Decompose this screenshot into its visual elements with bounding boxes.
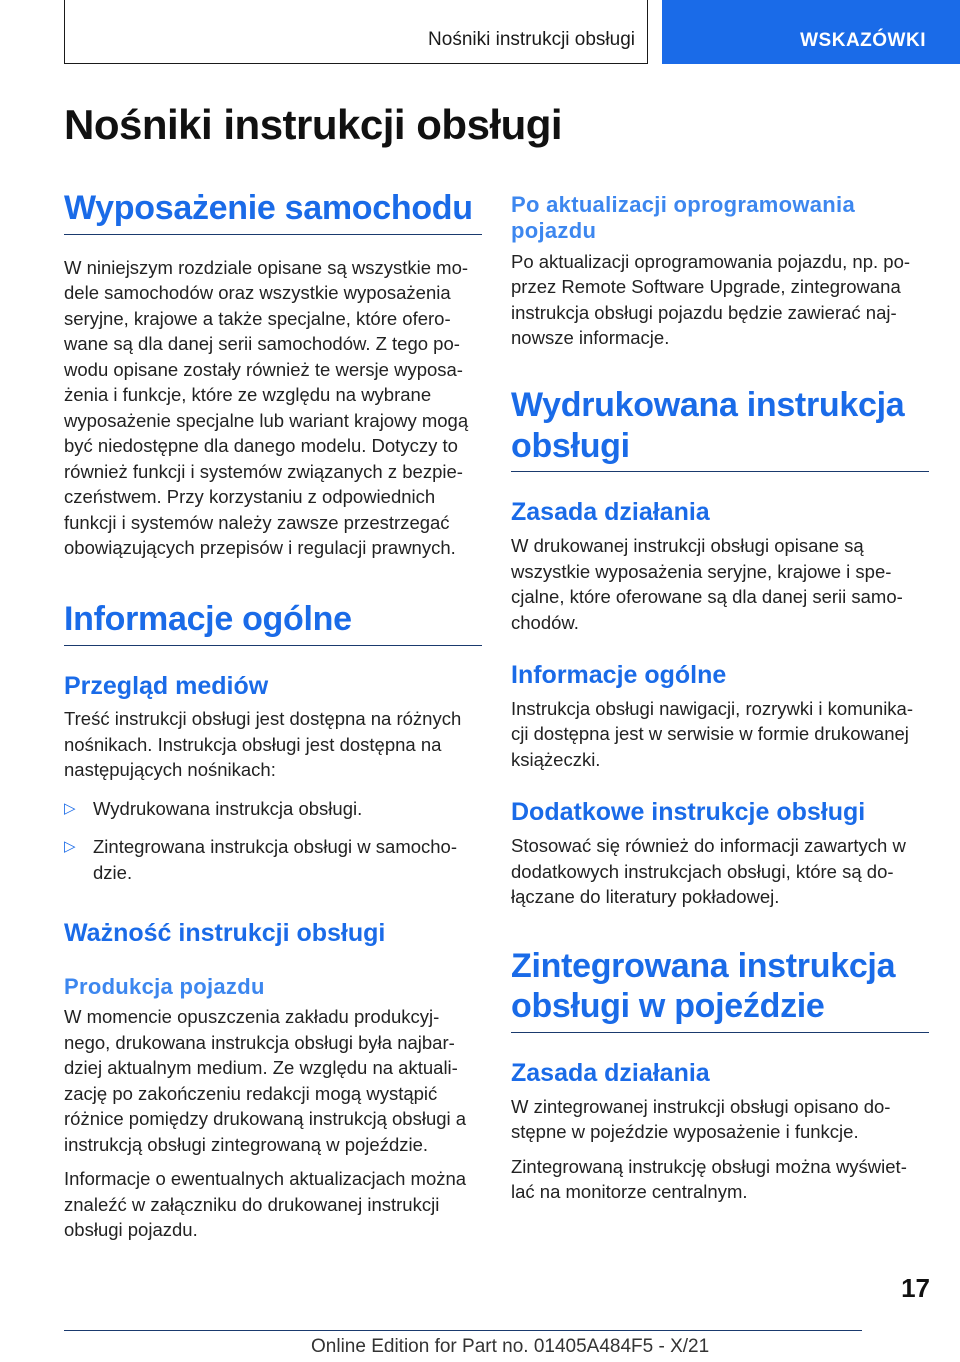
paragraph-dodatkowe: Stosować się również do informacji zawartych w dodatkowych instrukcjach obsługi, które są do- łączane do literatury pokładowej. — [511, 835, 906, 908]
running-header-box — [64, 0, 648, 64]
paragraph-po-aktualizacji: Po aktualizacji oprogramowania pojazdu, np. po- przez Remote Software Upgrade, zintegrowana instrukcja obsługi pojazdu będzie zawierać naj- nowsze informacje. — [511, 250, 911, 349]
paragraph-informacje-ogolne-2: Instrukcja obsługi nawigacji, rozrywki i komunika- cji dostępna jest w serwisie w formie drukowanej książeczki. — [511, 697, 914, 770]
heading-informacje-ogolne-2: Informacje ogólne — [511, 661, 727, 690]
list-item-text: Zintegrowana instrukcja obsługi w samocho- dzie. — [93, 836, 458, 883]
paragraph-produkcja-1: W momencie opuszczenia zakładu produkcyj- nego, drukowana instrukcja obsługi była najbar- dziej aktualnym medium. Ze względu na aktuali- zację po zakończeniu redakcji mogą wystąpić różnice pomiędzy drukowaną instrukcją obsługi a instrukcją obsługi zintegrowaną w pojeździe. — [64, 1006, 467, 1155]
running-header-title: Nośniki instrukcji obsługi — [428, 29, 635, 50]
triangle-bullet-icon: ▷ — [64, 799, 76, 817]
paragraph-produkcja-2: Informacje o ewentualnych aktualizacjach można znaleźć w załączniku do drukowanej instrukcji obsługi pojazdu. — [64, 1168, 467, 1241]
page-title: Nośniki instrukcji obsługi — [64, 101, 563, 148]
heading-zasada-dzialania: Zasada działania — [511, 498, 710, 527]
list-item-text: Wydrukowana instrukcja obsługi. — [93, 797, 363, 819]
heading-produkcja-pojazdu: Produkcja pojazdu — [64, 974, 265, 1000]
heading-po-aktualizacji: Po aktualizacji oprogramowania pojazdu — [511, 192, 855, 244]
paragraph-zasada-drukowana: W drukowanej instrukcji obsługi opisane są wszystkie wyposażenia seryjne, krajowe i spe- cjalne, które oferowane są dla danej serii samo- chodów. — [511, 535, 903, 633]
heading-dodatkowe: Dodatkowe instrukcje obsługi — [511, 798, 866, 827]
triangle-bullet-icon: ▷ — [64, 838, 76, 856]
paragraph-zasada-zintegrowana-1: W zintegrowanej instrukcji obsługi opisano do- stępne w pojeździe wyposażenie i funkcje. — [511, 1095, 891, 1143]
section-tab: WSKAZÓWKI — [662, 0, 960, 64]
footer-edition: Online Edition for Part no. 01405A484F5 - X/21 — [311, 1336, 710, 1357]
paragraph-wyposazenie: W niniejszym rozdziale opisane są wszystkie mo- dele samochodów oraz wszystkie wyposażenia seryjne, krajowe a także specjalne, które ofero- wane są dla danej serii samochodów. Z tego po- wodu opisane zostały również te wersje wyposa- żenia i funkcje, które ze względu na wybrane wyposażenie specjalne lub wariant krajowy mogą być niedostępne dla danego modelu. Dotyczy to również funkcji i systemów związanych z bezpie- czeństwem. Przy korzystaniu z odpowiednich funkcji i systemów należy zawsze przestrzegać obowiązujących przepisów i regulacji prawnych. — [64, 256, 469, 559]
left-column — [64, 188, 482, 1252]
footer-divider — [64, 1330, 862, 1331]
list-item — [64, 796, 482, 822]
heading-wyposazenie: Wyposażenie samochodu — [64, 188, 482, 235]
heading-wydrukowana: Wydrukowana instrukcja obsługi — [511, 385, 929, 473]
paragraph-zasada-zintegrowana-2: Zintegrowaną instrukcję obsługi można wyświet- lać na monitorze centralnym. — [511, 1155, 907, 1203]
list-item — [64, 834, 482, 885]
heading-informacje-ogolne: Informacje ogólne — [64, 599, 482, 646]
page-number: 17 — [901, 1273, 930, 1303]
heading-przeglad-mediow: Przegląd mediów — [64, 671, 269, 700]
heading-waznosc: Ważność instrukcji obsługi — [64, 919, 386, 948]
media-list — [64, 796, 482, 886]
paragraph-przeglad: Treść instrukcji obsługi jest dostępna na różnych nośnikach. Instrukcja obsługi jest dostępna na następujących nośnikach: — [64, 708, 462, 781]
heading-zasada-dzialania-2: Zasada działania — [511, 1059, 710, 1088]
heading-zintegrowana: Zintegrowana instrukcja obsługi w pojeździe — [511, 946, 929, 1034]
right-column — [511, 192, 929, 1214]
